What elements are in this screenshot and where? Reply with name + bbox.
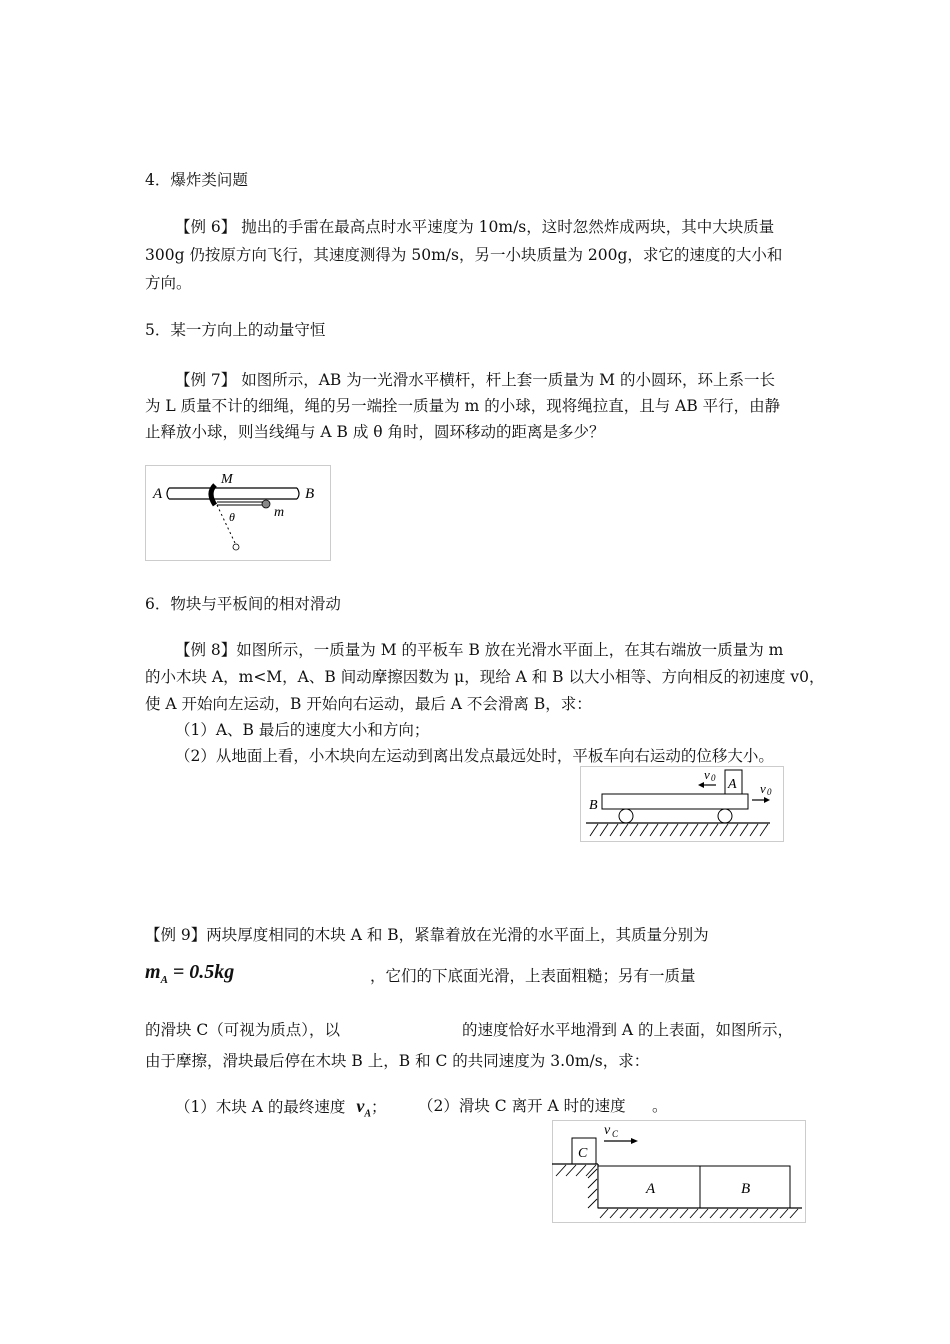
example-6-line-2: 300g 仍按原方向飞行，其速度测得为 50m/s，另一小块质量为 200g，求它的速度的大小和 (145, 246, 783, 264)
example-8-question-1: （1）A、B 最后的速度大小和方向； (175, 721, 430, 739)
svg-text:C: C (612, 1129, 619, 1139)
label-a: A (153, 486, 163, 502)
ring-rod-figure (145, 465, 331, 561)
label-small-m: m (274, 505, 285, 520)
example-8-line-3: 使 A 开始向左运动，B 开始向右运动，最后 A 不会滑离 B，求： (145, 695, 592, 713)
example-9-question-2-end: 。 (652, 1097, 668, 1115)
section-5-heading: 5．某一方向上的动量守恒 (145, 321, 326, 339)
label-big-m: M (221, 472, 233, 487)
section-4-heading: 4．爆炸类问题 (145, 171, 248, 189)
label-block-b: B (741, 1181, 751, 1197)
example-8-line-1: 【例 8】如图所示，一质量为 M 的平板车 B 放在光滑水平面上，在其右端放一质量为 m (175, 641, 784, 659)
formula-mass-a: $m_A = 0.5kg$ (145, 961, 235, 986)
example-8-question-2: （2）从地面上看，小木块向左运动到离出发点最远处时，平板车向右运动的位移大小。 (175, 747, 774, 765)
symbol-va: $v_A$ (356, 1096, 372, 1120)
label-cart-b: B (589, 798, 598, 813)
wheel-left (619, 809, 633, 823)
example-8-line-2: 的小木块 A，m<M，A、B 间动摩擦因数为 μ，现给 A 和 B 以大小相等、方向相反的初速度 v0， (145, 668, 825, 686)
example-9-line-4: 由于摩擦，滑块最后停在木块 B 上，B 和 C 的共同速度为 3.0m/s，求： (145, 1052, 650, 1070)
example-7-line-1: 【例 7】 如图所示，AB 为一光滑水平横杆，杆上套一质量为 M 的小圆环，环上系一长 (175, 371, 775, 389)
example-9-question-1: （1）木块 A 的最终速度 $v_A$； (175, 1096, 387, 1120)
blocks-slider-figure (552, 1120, 806, 1223)
wheel-right (718, 809, 732, 823)
example-9-line-1: 【例 9】两块厚度相同的木块 A 和 B，紧靠着放在光滑的水平面上，其质量分别为 (145, 926, 709, 944)
label-vc: v (604, 1123, 611, 1138)
svg-text:0: 0 (767, 787, 772, 797)
label-v0-right: v (760, 781, 766, 796)
example-6-line-1: 【例 6】 抛出的手雷在最高点时水平速度为 10m/s，这时忽然炸成两块，其中大块质量 (175, 218, 775, 236)
label-c: C (578, 1146, 588, 1161)
example-7-line-2: 为 L 质量不计的细绳，绳的另一端拴一质量为 m 的小球，现将绳拉直，且与 AB 平行，由静 (145, 397, 781, 415)
label-v0-top: v (704, 767, 710, 782)
label-block-a: A (728, 777, 737, 792)
label-block-a: A (646, 1181, 656, 1197)
cart-block-figure (580, 766, 784, 842)
example-9-line-2-rest: ，它们的下底面光滑，上表面粗糙；另有一质量 (370, 967, 696, 985)
example-9-line-2 (145, 962, 234, 990)
svg-text:0: 0 (711, 773, 716, 783)
ball (262, 500, 270, 508)
cart-b (602, 794, 748, 809)
example-9-question-2: （2）滑块 C 离开 A 时的速度 (418, 1097, 626, 1115)
label-b: B (305, 486, 315, 502)
section-6-heading: 6．物块与平板间的相对滑动 (145, 595, 341, 613)
example-7-line-3: 止释放小球，则当线绳与 A B 成 θ 角时，圆环移动的距离是多少？ (145, 423, 605, 441)
label-theta: θ (229, 510, 235, 524)
example-9-line-3a: 的滑块 C（可视为质点），以 (145, 1021, 341, 1039)
example-9-line-3b: 的速度恰好水平地滑到 A 的上表面，如图所示， (462, 1021, 794, 1039)
example-6-line-3: 方向。 (145, 274, 192, 292)
